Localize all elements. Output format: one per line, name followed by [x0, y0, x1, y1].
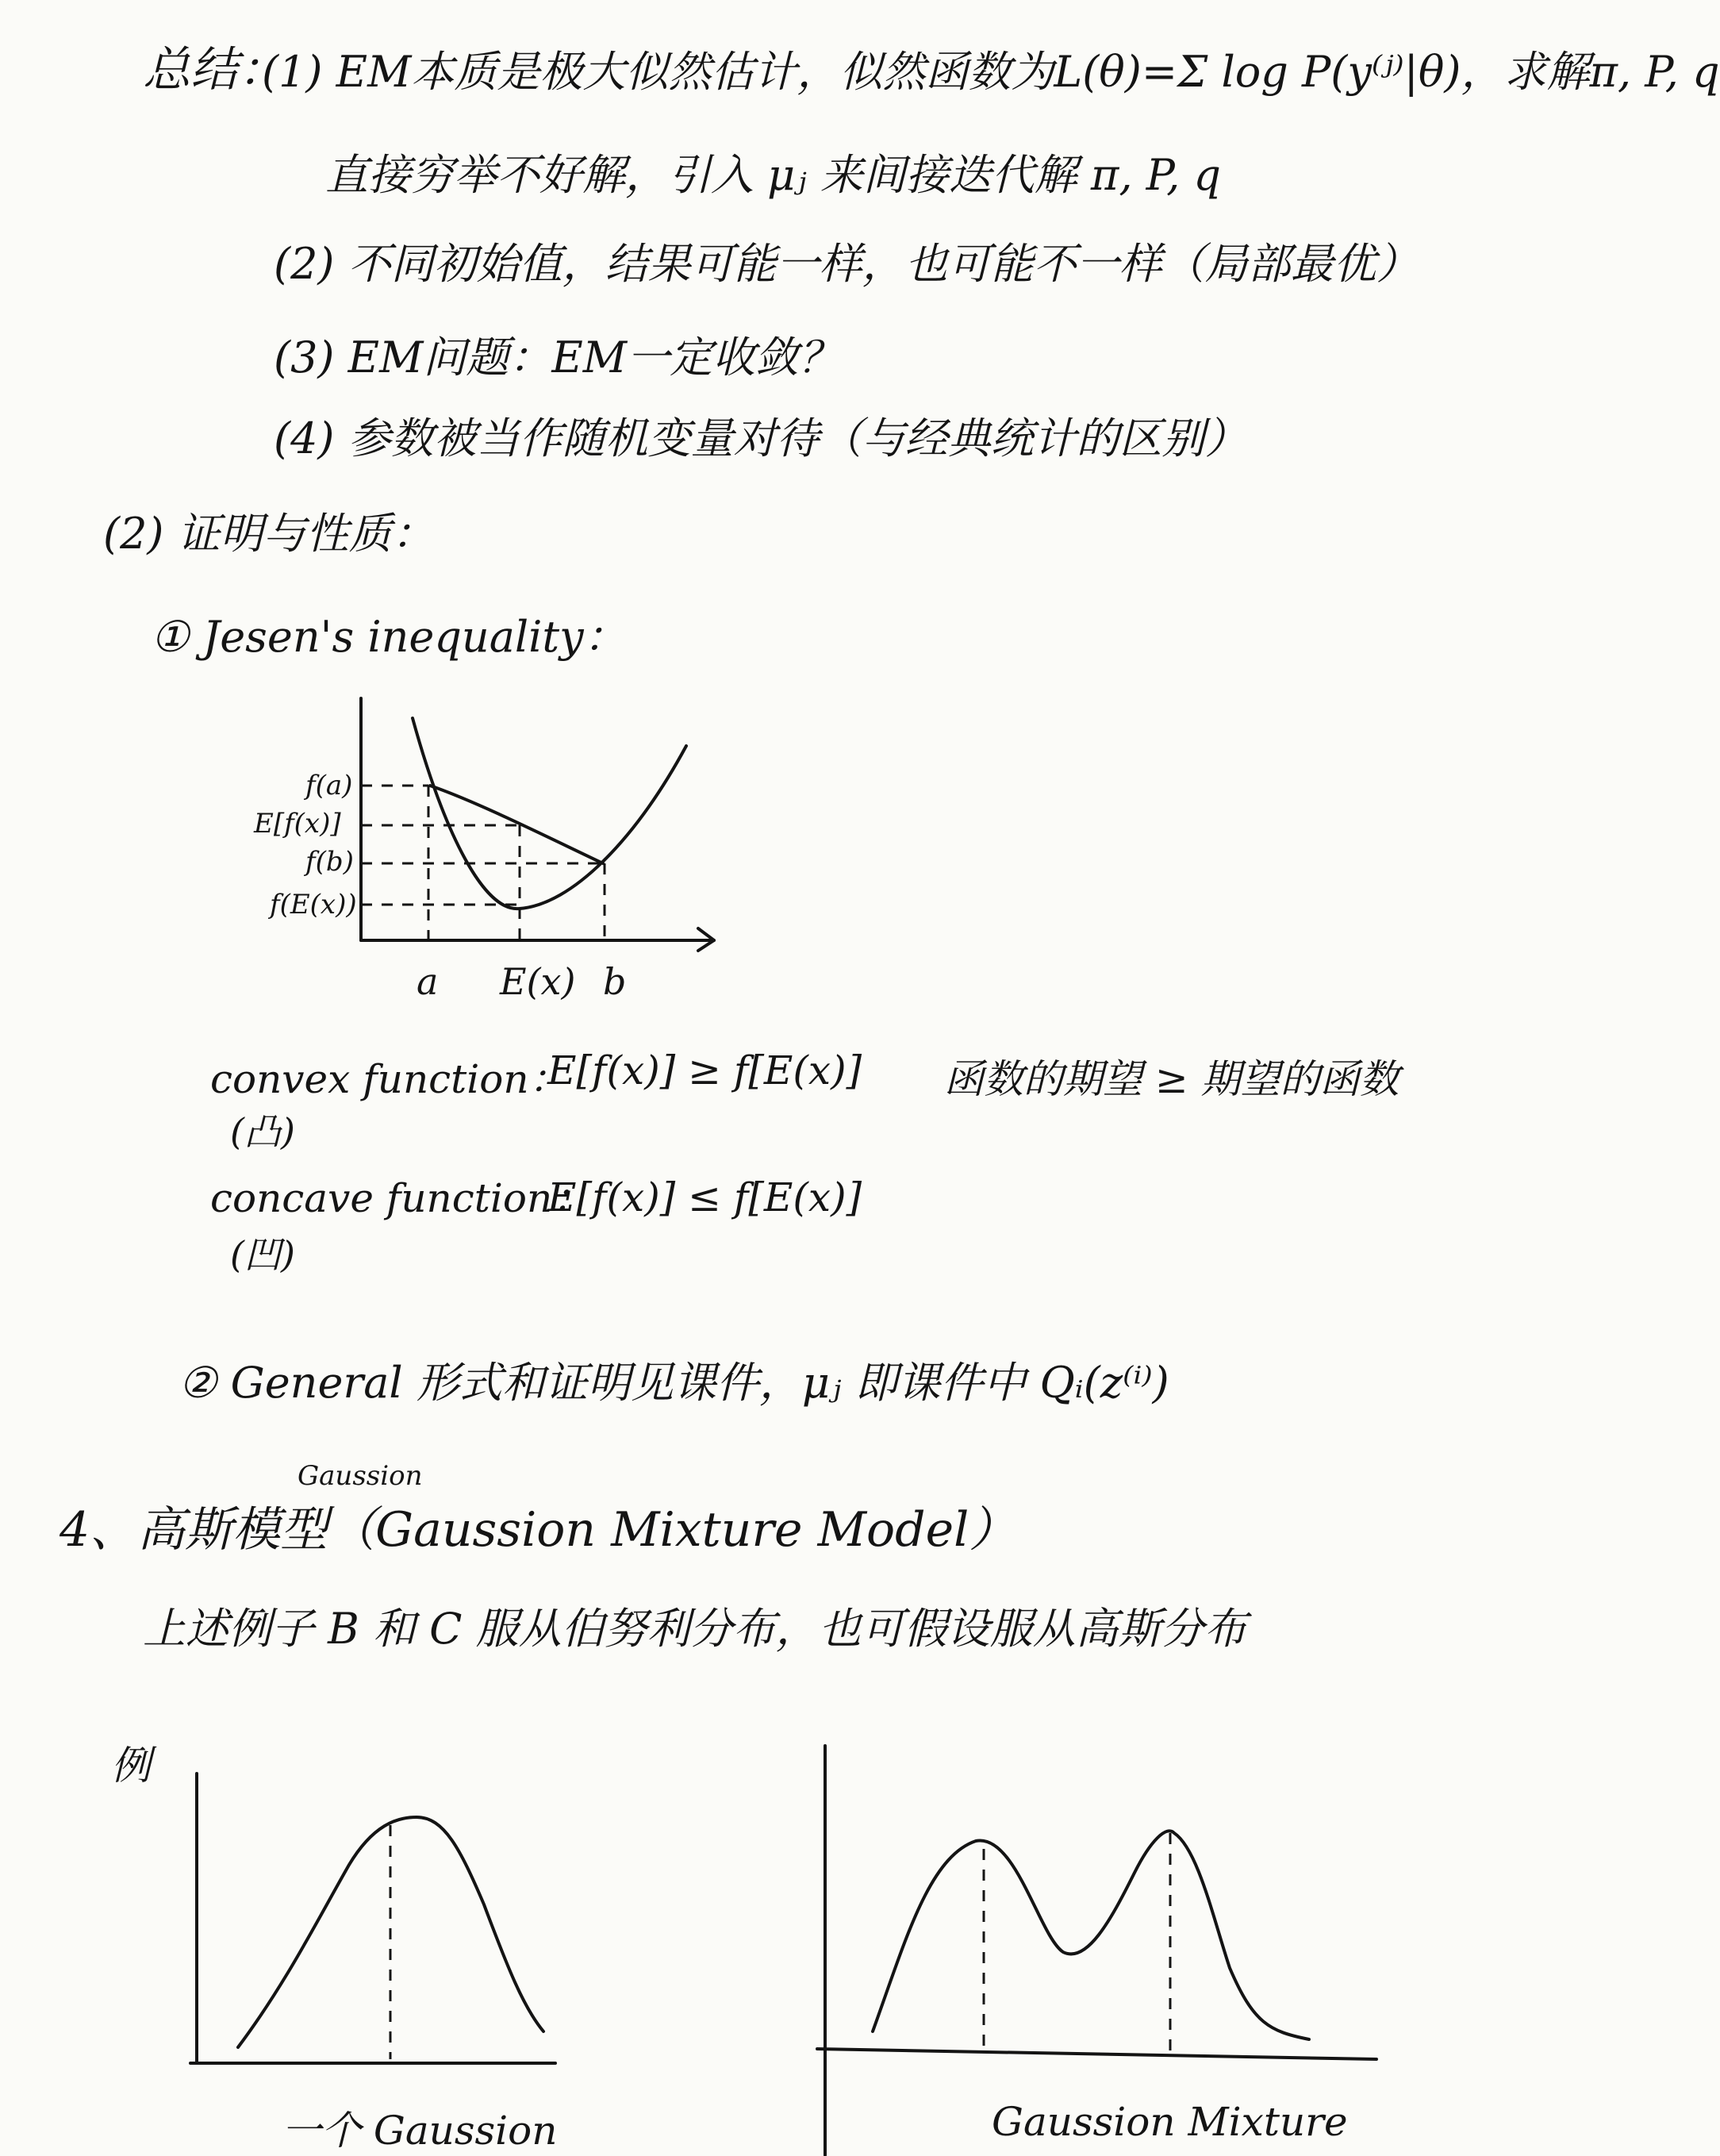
section-4-text: 上述例子 B 和 C 服从伯努利分布，也可假设服从高斯分布 — [143, 1604, 1247, 1654]
right-x-axis — [817, 2049, 1376, 2059]
mixture-curve — [873, 1831, 1309, 2039]
concave-sub: (凹) — [230, 1233, 295, 1276]
section-4-heading: 4、高斯模型（Gaussion Mixture Model） — [60, 1502, 1017, 1558]
gaussion-above: Gaussion — [298, 1460, 423, 1492]
section-2-heading: (2) 证明与性质： — [103, 509, 435, 559]
concave-label: concave function： — [210, 1175, 593, 1221]
convex-label: convex function： — [210, 1056, 569, 1102]
summary-line-3: (3) EM问题：EM一定收敛？ — [274, 332, 842, 382]
summary-line-4: (4) 参数被当作随机变量对待（与经典统计的区别） — [274, 413, 1248, 463]
label-f-b: f(b) — [305, 846, 354, 878]
convex-note: 函数的期望 ≥ 期望的函数 — [944, 1056, 1399, 1102]
concave-formula: E[f(x)] ≤ f[E(x)] — [547, 1174, 862, 1220]
summary-line-2: (2) 不同初始值，结果可能一样，也可能不一样（局部最优） — [274, 239, 1419, 289]
convex-formula: E[f(x)] ≥ f[E(x)] — [547, 1047, 862, 1093]
summary-heading: 总结： — [143, 42, 286, 98]
label-f-ex: f(E(x)) — [270, 889, 357, 920]
summary-line-1: (1) EM本质是极大似然估计，似然函数为L(θ)=Σ log P(y⁽ʲ⁾|θ)，求解π, P, q — [262, 47, 1720, 97]
label-ef-x: E[f(x)] — [254, 808, 341, 840]
example-mark: 例 — [111, 1743, 151, 1789]
label-b: b — [603, 960, 627, 1003]
jensen-title: ① Jesen's inequality： — [151, 612, 627, 662]
summary-line-1b: 直接穷举不好解，引入 μⱼ 来间接迭代解 π, P, q — [325, 150, 1221, 200]
left-caption: 一个 Gaussion — [282, 2108, 558, 2154]
convex-sub: (凸) — [230, 1110, 295, 1153]
label-ex: E(x) — [500, 960, 576, 1003]
label-a: a — [417, 960, 439, 1003]
label-f-a: f(a) — [305, 770, 353, 801]
general-note: ② General 形式和证明见课件，μⱼ 即课件中 Qᵢ(z⁽ⁱ⁾) — [179, 1358, 1169, 1408]
right-caption: Gaussion Mixture — [992, 2099, 1348, 2145]
